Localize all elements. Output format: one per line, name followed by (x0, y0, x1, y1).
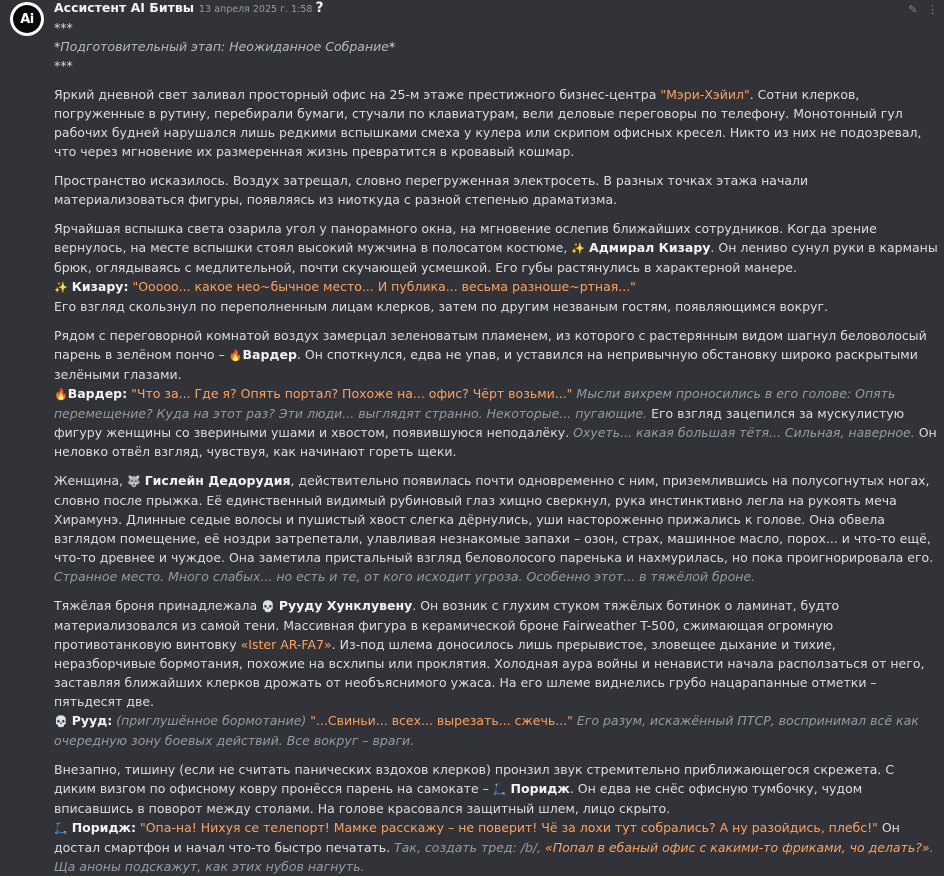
sparkles-icon: ✨ (54, 281, 68, 294)
paragraph-porridge: Внезапно, тишину (если не считать панических вздохов клерков) пронзил звук стремительно приближающегося скрежета. С диким визгом по офисному ковру пронёсся парень на самокате – 🛴 Поридж. Он едва не снёс офисную тумбочку, чудом вписавшись в поворот между столами. На голове красовался защитный шлем, лицо скрыто. 🛴 Поридж: "Опа-на! Нихуя се телепорт! Мамке расскажу – не поверит! Чё за лохи тут собрались? А ну разойдись, плебс!" Он достал смартфон и начал что-то быстро печатать. Так, создать тред: /b/, «Попал в ебаный офис с какими-то фриками, чо делать?». Ща аноны подскажут, как этих нубов нагнуть. (54, 762, 934, 874)
avatar-logo: Ai (13, 5, 41, 33)
stars-bottom: *** (54, 58, 73, 73)
fire-icon: 🔥 (54, 388, 68, 401)
message-header (54, 0, 938, 16)
message-toolbar (902, 0, 938, 19)
skull-icon: 💀 (261, 600, 275, 613)
message-content (54, 18, 938, 876)
more-options-icon[interactable]: ⋮ (927, 3, 938, 16)
paragraph-office: Яркий дневной свет заливал просторный офис на 25-м этаже престижного бизнес-центра "Мэри-Хэйил". Сотни клерков, погруженные в рутину, перебирали бумаги, стучали по клавиатурам, вели деловые переговоры по телефону. Монотонный гул рабочих будней нарушался лишь редкими вспышками смеха у кулера или скрипом офисных кресел. Никто из них не подозревал, что через мгновение их размеренная жизнь превратится в кровавый кошмар. (54, 87, 922, 159)
username[interactable]: Ассистент AI Битвы (54, 0, 195, 15)
wolf-icon: 🐺 (127, 475, 141, 488)
paragraph-kizaru: Ярчайшая вспышка света озарила угол у панорамного окна, на мгновение ослепив ближайших сотрудников. Когда зрение вернулось, на месте вспышки стоял высокий мужчина в полосатом костюме, ✨ Адмирал Кизару. Он лениво сунул руки в карманы брюк, оглядываясь с медлительной, почти скучающей усмешкой. Его губы растянулись в характерной манере. ✨ Кизару: "Ооооо... какое нео~бычное место... И публика... весьма разноше~ртная..." Его взгляд скользнул по переполненным лицам клерков, затем по другим незваным гостям, появляющимся вокруг. (54, 221, 938, 314)
edit-icon[interactable]: ✎ (908, 3, 918, 16)
scooter-icon: 🛴 (492, 783, 507, 796)
stage-title: *Подготовительный этап: Неожиданное Собрание* (54, 39, 396, 54)
timestamp[interactable]: 13 апреля 2025 г. 1:58 (199, 4, 313, 15)
skull-icon: 💀 (54, 715, 68, 728)
scooter-icon: 🛴 (54, 822, 68, 835)
paragraph-ghislaine: Женщина, 🐺 Гислейн Дедорудия, действительно появилась почти одновременно с ним, приземлившись на полусогнутых ногах, словно после прыжка. Её единственный видимый рубиновый глаз хищно сверкнул, рука инстинктивно легла на рукоять меча Хирамунэ. Длинные седые волосы и пушистый хвост слегка дёрнулись, уши настороженно прижались к голове. Она обвела взглядом помещение, её ноздри затрепетали, улавливая незнакомые запахи – озон, страх, машинное масло, порох... и что-то ещё, что-то древнее и чуждое. Она заметила пристальный взгляд беловолосого паренька и нахмурилась, но пока проигнорировала его. Странное место. Много слабых... но есть и те, от кого исходит угроза. Особенно этот... в тяжёлой броне. (54, 473, 934, 584)
stars-top: *** (54, 20, 73, 35)
sparkles-icon: ✨ (571, 242, 586, 255)
paragraph-ruud: Тяжёлая броня принадлежала 💀 Рууду Хунклувену. Он возник с глухим стуком тяжёлых ботинок о ламинат, будто материализовался из самой тени. Массивная фигура в керамической броне Fairweather T-500, сжимающая огромную противотанковую винтовку «Ister AR-FA7». Из-под шлема доносилось лишь прерывистое, зловещее дыхание и тихие, неразборчивые бормотания, похожие на всхлипы или проклятия. Холодная аура войны и ненависти начала расползаться от него, заставляя ближайших клерков дрожать от необъяснимого ужаса. На его шлеме виднелись грубо нацарапанные отметки – пятьдесят две. 💀 Рууд: (приглушённое бормотание) "...Свиньи... всех... вырезать... сжечь..." Его разум, искажённый ПТСР, воспринимал всё как очередную зону боевых действий. Все вокруг – враги. (54, 598, 925, 748)
paragraph-distortion: Пространство исказилось. Воздух затрещал, словно перегруженная электросеть. В разных точках этажа начали материализоваться фигуры, появляясь из ниоткуда с разной степенью драматизма. (54, 173, 809, 207)
help-icon[interactable]: ? (315, 0, 324, 16)
fire-icon: 🔥 (228, 349, 243, 362)
paragraph-varder: Рядом с переговорной комнатой воздух замерцал зеленоватым пламенем, из которого с растерянным видом шагнул беловолосый парень в зелёном пончо – 🔥Вардер. Он споткнулся, едва не упав, и уставился на непривычную обстановку широко раскрытыми зелёными глазами. 🔥Вардер: "Что за... Где я? Опять портал? Похоже на... офис? Чёрт возьми..." Мысли вихрем проносились в его голове: Опять перемещение? Куда на этот раз? Эти люди... выглядят странно. Некоторые... пугающие. Его взгляд зацепился за мускулистую фигуру женщины со звериными ушами и хвостом, появившуюся неподалёку. Охуеть... какая большая тётя... Сильная, наверное. Он неловко отвёл взгляд, чувствуя, как начинают гореть щеки. (54, 328, 937, 459)
avatar[interactable] (10, 2, 44, 36)
paragraph-title (54, 18, 938, 75)
